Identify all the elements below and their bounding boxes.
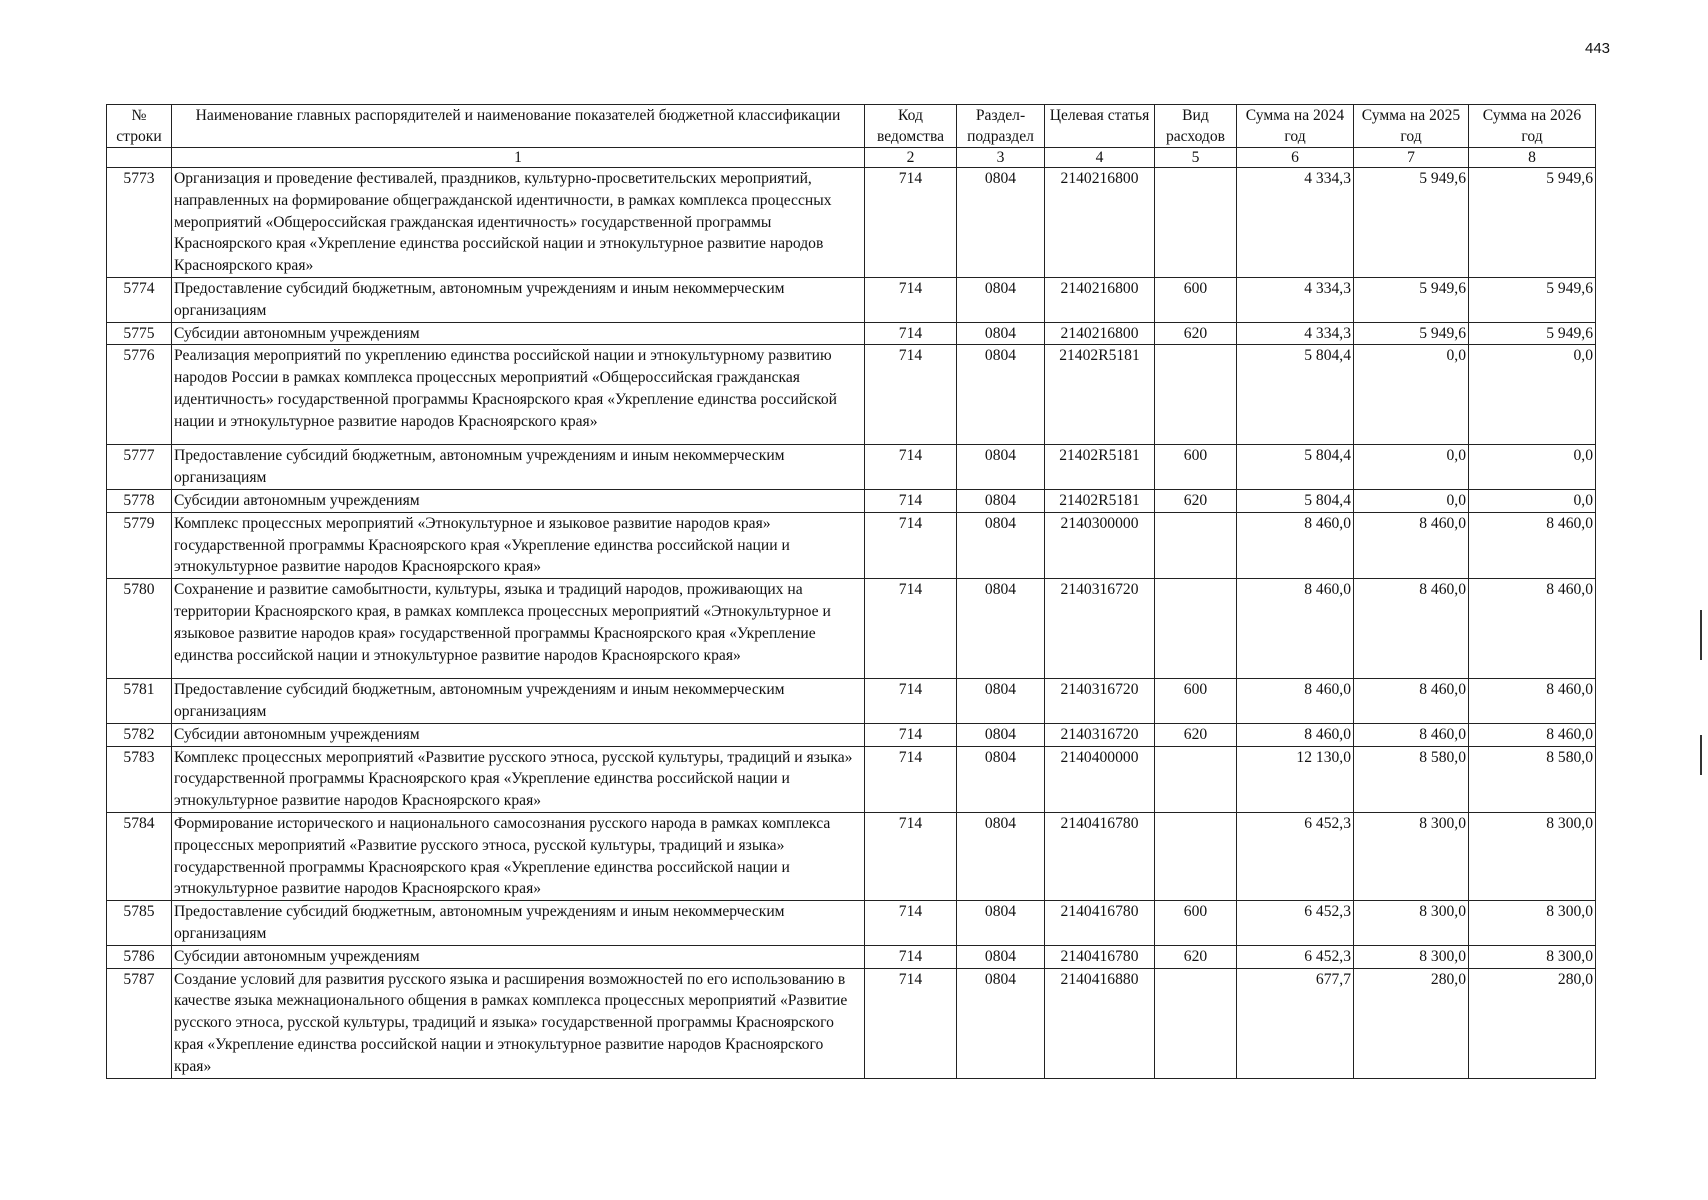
dept-code: 714: [865, 968, 957, 1078]
target-code: 2140416880: [1045, 968, 1155, 1078]
target-code: 2140300000: [1045, 512, 1155, 578]
column-number: 2: [865, 148, 957, 168]
row-name: Комплекс процессных мероприятий «Этнокультурное и языковое развитие народов края» государственной программы Красноярского края «Укрепление единства российской нации и этнокультурное развитие народов Красноярского края»: [172, 512, 865, 578]
table-row: [107, 746, 1596, 812]
header-sum-2024: Сумма на 2024 год: [1237, 105, 1354, 148]
row-name: Предоставление субсидий бюджетным, автономным учреждениям и иным некоммерческим организациям: [172, 278, 865, 323]
target-code: 2140416780: [1045, 945, 1155, 968]
column-number: 3: [957, 148, 1045, 168]
sum-2024: 4 334,3: [1237, 278, 1354, 323]
sum-2025: 8 460,0: [1354, 579, 1469, 679]
sum-2026: 8 580,0: [1469, 746, 1596, 812]
row-name: Сохранение и развитие самобытности, культуры, языка и традиций народов, проживающих на территории Красноярского края, в рамках комплекса процессных мероприятий «Этнокультурное и языковое развитие народов края» государственной программы Красноярского края «Укрепление единства российской нации и этнокультурное развитие народов Красноярского края»: [172, 579, 865, 679]
row-number: 5773: [107, 168, 172, 278]
header-dept-code: Код ведомства: [865, 105, 957, 148]
dept-code: 714: [865, 812, 957, 900]
target-code: 2140416780: [1045, 812, 1155, 900]
sum-2025: 0,0: [1354, 345, 1469, 445]
sum-2025: 8 300,0: [1354, 812, 1469, 900]
expense-type: 600: [1155, 278, 1237, 323]
target-code: 2140316720: [1045, 723, 1155, 746]
sum-2026: 8 460,0: [1469, 579, 1596, 679]
expense-type: [1155, 512, 1237, 578]
target-code: 21402R5181: [1045, 445, 1155, 490]
sum-2025: 8 580,0: [1354, 746, 1469, 812]
section-code: 0804: [957, 322, 1045, 345]
sum-2026: 8 300,0: [1469, 812, 1596, 900]
sum-2025: 8 300,0: [1354, 945, 1469, 968]
column-number: 8: [1469, 148, 1596, 168]
sum-2025: 5 949,6: [1354, 168, 1469, 278]
column-number: 6: [1237, 148, 1354, 168]
sum-2026: 8 300,0: [1469, 901, 1596, 946]
header-sum-2026: Сумма на 2026 год: [1469, 105, 1596, 148]
sum-2025: 8 460,0: [1354, 679, 1469, 724]
target-code: 2140400000: [1045, 746, 1155, 812]
row-number: 5786: [107, 945, 172, 968]
sum-2024: 8 460,0: [1237, 579, 1354, 679]
target-code: 2140416780: [1045, 901, 1155, 946]
sum-2026: 0,0: [1469, 489, 1596, 512]
header-target: Целевая статья: [1045, 105, 1155, 148]
section-code: 0804: [957, 945, 1045, 968]
expense-type: 600: [1155, 901, 1237, 946]
expense-type: [1155, 968, 1237, 1078]
table-row: [107, 345, 1596, 445]
dept-code: 714: [865, 322, 957, 345]
expense-type: 620: [1155, 322, 1237, 345]
section-code: 0804: [957, 445, 1045, 490]
section-code: 0804: [957, 512, 1045, 578]
row-name: Создание условий для развития русского языка и расширения возможностей по его использованию в качестве языка межнационального общения в рамках комплекса процессных мероприятий «Развитие русского этноса, русской культуры, традиций и языка» государственной программы Красноярского края «Укрепление единства российской нации и этнокультурное развитие народов Красноярского края»: [172, 968, 865, 1078]
table-row: [107, 723, 1596, 746]
table-row: [107, 945, 1596, 968]
row-name: Формирование исторического и национального самосознания русского народа в рамках комплекса процессных мероприятий «Развитие русского этноса, русской культуры, традиций и языка» государственной программы Красноярского края «Укрепление единства российской нации и этнокультурное развитие народов Красноярского края»: [172, 812, 865, 900]
dept-code: 714: [865, 901, 957, 946]
sum-2024: 8 460,0: [1237, 512, 1354, 578]
table-row: [107, 489, 1596, 512]
sum-2026: 5 949,6: [1469, 168, 1596, 278]
sum-2026: 8 460,0: [1469, 512, 1596, 578]
row-number: 5778: [107, 489, 172, 512]
sum-2024: 12 130,0: [1237, 746, 1354, 812]
sum-2024: 4 334,3: [1237, 322, 1354, 345]
sum-2024: 5 804,4: [1237, 445, 1354, 490]
section-code: 0804: [957, 812, 1045, 900]
row-number: 5781: [107, 679, 172, 724]
section-code: 0804: [957, 345, 1045, 445]
dept-code: 714: [865, 679, 957, 724]
row-name: Предоставление субсидий бюджетным, автономным учреждениям и иным некоммерческим организациям: [172, 679, 865, 724]
dept-code: 714: [865, 489, 957, 512]
row-number: 5779: [107, 512, 172, 578]
target-code: 2140216800: [1045, 322, 1155, 345]
row-number: 5782: [107, 723, 172, 746]
budget-table: [106, 104, 1596, 1079]
row-name: Субсидии автономным учреждениям: [172, 489, 865, 512]
section-code: 0804: [957, 579, 1045, 679]
sum-2024: 8 460,0: [1237, 723, 1354, 746]
row-number: 5785: [107, 901, 172, 946]
row-number: 5776: [107, 345, 172, 445]
table-row: [107, 168, 1596, 278]
sum-2024: 6 452,3: [1237, 812, 1354, 900]
row-name: Комплекс процессных мероприятий «Развитие русского этноса, русской культуры, традиций и языка» государственной программы Красноярского края «Укрепление единства российской нации и этнокультурное развитие народов Красноярского края»: [172, 746, 865, 812]
header-sum-2025: Сумма на 2025 год: [1354, 105, 1469, 148]
sum-2025: 5 949,6: [1354, 322, 1469, 345]
sum-2026: 280,0: [1469, 968, 1596, 1078]
expense-type: 620: [1155, 489, 1237, 512]
row-number: 5784: [107, 812, 172, 900]
dept-code: 714: [865, 579, 957, 679]
scan-edge-mark: [1700, 610, 1702, 660]
section-code: 0804: [957, 746, 1045, 812]
header-section: Раздел-подраздел: [957, 105, 1045, 148]
dept-code: 714: [865, 278, 957, 323]
expense-type: 600: [1155, 445, 1237, 490]
scan-edge-mark: [1700, 735, 1702, 775]
row-number: 5783: [107, 746, 172, 812]
dept-code: 714: [865, 168, 957, 278]
table-row: [107, 445, 1596, 490]
row-name: Субсидии автономным учреждениям: [172, 945, 865, 968]
target-code: 21402R5181: [1045, 345, 1155, 445]
section-code: 0804: [957, 679, 1045, 724]
table-row: [107, 512, 1596, 578]
sum-2026: 5 949,6: [1469, 278, 1596, 323]
expense-type: [1155, 168, 1237, 278]
sum-2024: 6 452,3: [1237, 945, 1354, 968]
sum-2025: 280,0: [1354, 968, 1469, 1078]
expense-type: [1155, 345, 1237, 445]
expense-type: [1155, 812, 1237, 900]
table-row: [107, 278, 1596, 323]
row-number: 5777: [107, 445, 172, 490]
expense-type: 620: [1155, 945, 1237, 968]
table-row: [107, 679, 1596, 724]
expense-type: 600: [1155, 679, 1237, 724]
column-number: [107, 148, 172, 168]
header-row: [107, 105, 1596, 148]
sum-2026: 8 300,0: [1469, 945, 1596, 968]
table-row: [107, 812, 1596, 900]
expense-type: [1155, 746, 1237, 812]
header-expense-type: Вид расходов: [1155, 105, 1237, 148]
target-code: 2140216800: [1045, 278, 1155, 323]
sum-2026: 5 949,6: [1469, 322, 1596, 345]
row-number: 5774: [107, 278, 172, 323]
sum-2024: 677,7: [1237, 968, 1354, 1078]
table-row: [107, 322, 1596, 345]
header-row-no: № строки: [107, 105, 172, 148]
row-number: 5787: [107, 968, 172, 1078]
sum-2025: 8 300,0: [1354, 901, 1469, 946]
row-name: Субсидии автономным учреждениям: [172, 322, 865, 345]
dept-code: 714: [865, 345, 957, 445]
sum-2024: 4 334,3: [1237, 168, 1354, 278]
sum-2024: 5 804,4: [1237, 345, 1354, 445]
column-number-row: [107, 148, 1596, 168]
header-name: Наименование главных распорядителей и наименование показателей бюджетной классификации: [172, 105, 865, 148]
target-code: 2140316720: [1045, 579, 1155, 679]
section-code: 0804: [957, 278, 1045, 323]
sum-2024: 8 460,0: [1237, 679, 1354, 724]
page-number: 443: [1585, 40, 1611, 57]
row-number: 5780: [107, 579, 172, 679]
table-row: [107, 579, 1596, 679]
expense-type: 620: [1155, 723, 1237, 746]
section-code: 0804: [957, 901, 1045, 946]
column-number: 7: [1354, 148, 1469, 168]
sum-2025: 8 460,0: [1354, 723, 1469, 746]
column-number: 4: [1045, 148, 1155, 168]
row-name: Реализация мероприятий по укреплению единства российской нации и этнокультурному развитию народов России в рамках комплекса процессных мероприятий «Общероссийская гражданская идентичность» государственной программы Красноярского края «Укрепление единства российской нации и этнокультурное развитие народов Красноярского края»: [172, 345, 865, 445]
sum-2025: 5 949,6: [1354, 278, 1469, 323]
row-name: Субсидии автономным учреждениям: [172, 723, 865, 746]
target-code: 2140216800: [1045, 168, 1155, 278]
expense-type: [1155, 579, 1237, 679]
dept-code: 714: [865, 746, 957, 812]
dept-code: 714: [865, 512, 957, 578]
sum-2026: 8 460,0: [1469, 723, 1596, 746]
row-name: Предоставление субсидий бюджетным, автономным учреждениям и иным некоммерческим организациям: [172, 445, 865, 490]
row-number: 5775: [107, 322, 172, 345]
column-number: 1: [172, 148, 865, 168]
sum-2025: 0,0: [1354, 489, 1469, 512]
table-row: [107, 901, 1596, 946]
sum-2024: 6 452,3: [1237, 901, 1354, 946]
row-name: Организация и проведение фестивалей, праздников, культурно-просветительских мероприятий, направленных на формирование общегражданской идентичности, в рамках комплекса процессных мероприятий «Общероссийская гражданская идентичность» государственной программы Красноярского края «Укрепление единства российской нации и этнокультурное развитие народов Красноярского края»: [172, 168, 865, 278]
table-row: [107, 968, 1596, 1078]
sum-2026: 0,0: [1469, 345, 1596, 445]
sum-2025: 0,0: [1354, 445, 1469, 490]
section-code: 0804: [957, 168, 1045, 278]
sum-2024: 5 804,4: [1237, 489, 1354, 512]
column-number: 5: [1155, 148, 1237, 168]
section-code: 0804: [957, 723, 1045, 746]
section-code: 0804: [957, 968, 1045, 1078]
sum-2025: 8 460,0: [1354, 512, 1469, 578]
row-name: Предоставление субсидий бюджетным, автономным учреждениям и иным некоммерческим организациям: [172, 901, 865, 946]
sum-2026: 8 460,0: [1469, 679, 1596, 724]
dept-code: 714: [865, 945, 957, 968]
sum-2026: 0,0: [1469, 445, 1596, 490]
dept-code: 714: [865, 445, 957, 490]
section-code: 0804: [957, 489, 1045, 512]
dept-code: 714: [865, 723, 957, 746]
target-code: 21402R5181: [1045, 489, 1155, 512]
target-code: 2140316720: [1045, 679, 1155, 724]
